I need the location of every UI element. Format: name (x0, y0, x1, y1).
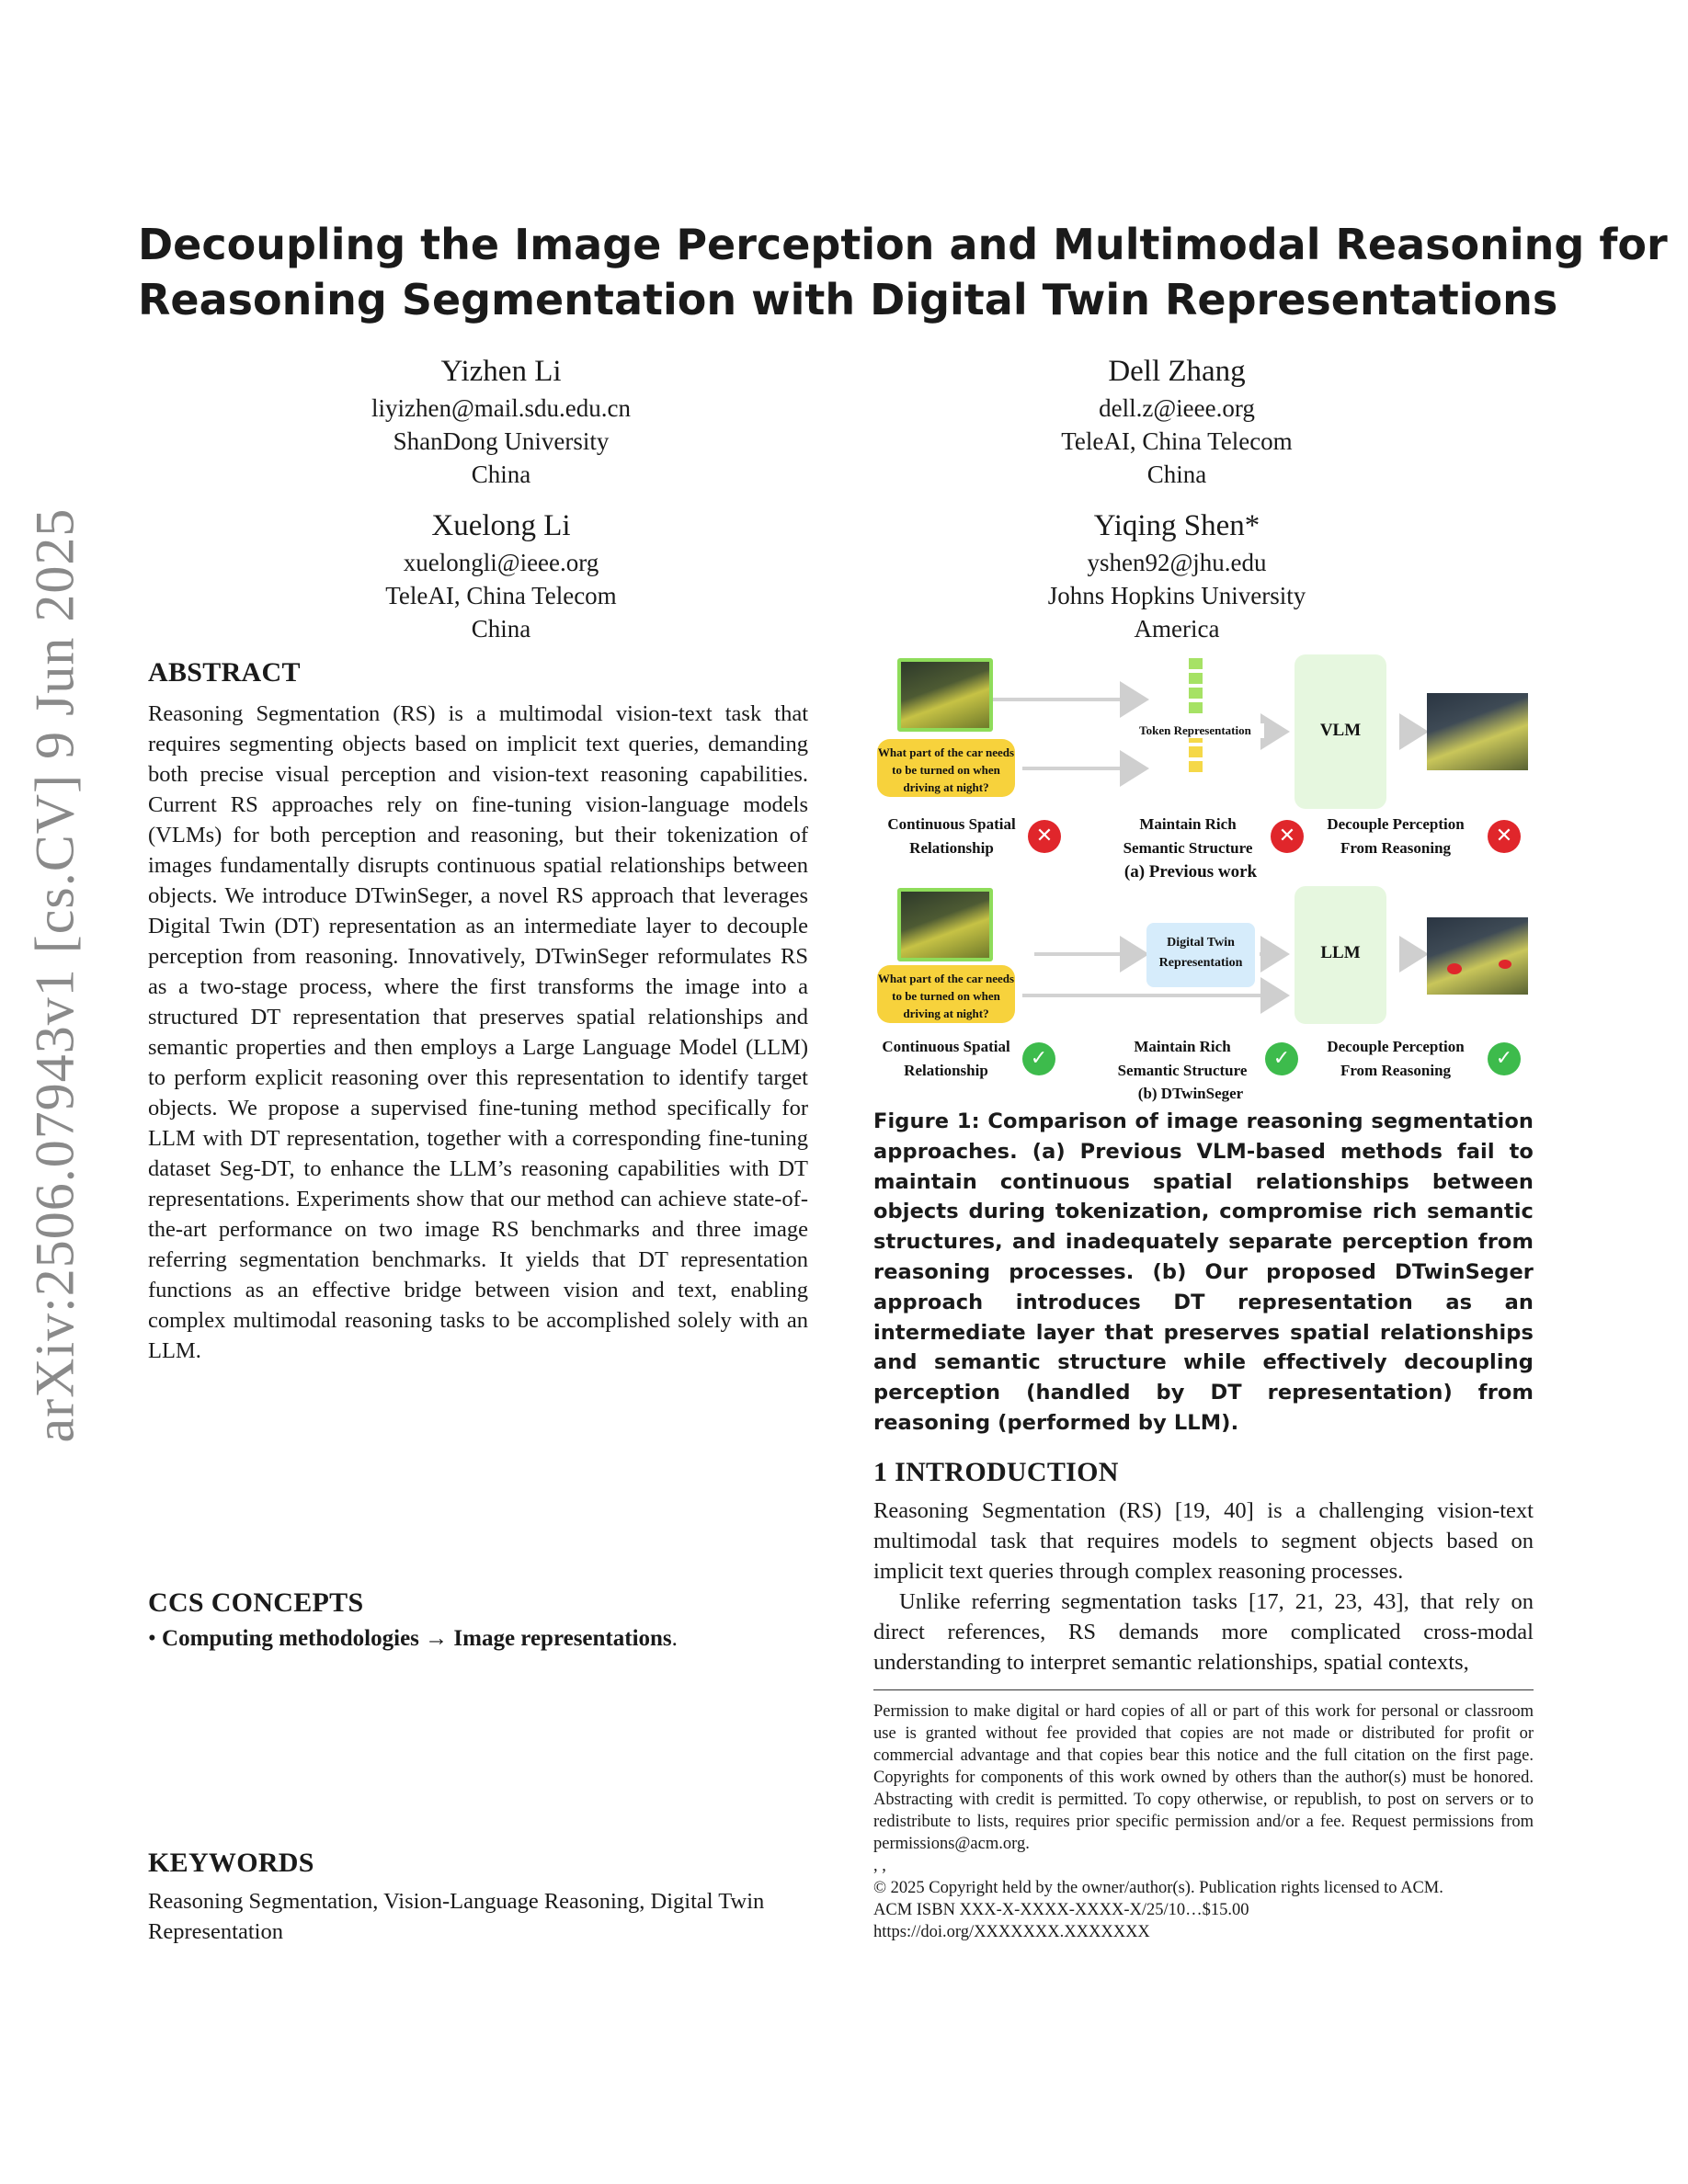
check-icon: ✓ (1022, 1042, 1055, 1075)
permission-footnote (873, 1701, 1534, 1943)
criterion-decouple: Decouple Perception From Reasoning (1327, 815, 1465, 857)
input-car-image (897, 658, 993, 732)
token-yellow (1189, 746, 1203, 757)
permission-text: Permission to make digital or hard copies of all or part of this work for personal or classroom use is granted without fee provided that copies are not made or distributed for profit or commercial advantage and that copies bear this notice and the full citation on the first page. Copyrights for components of this work owned by others than the author(s) must be honored. Abstracting with credit is permitted. To copy otherwise, or republish, to post on servers or to redistribute to lists, requires prior specific permission and/or a fee. Request permissions from permissions@acm.org. (873, 1702, 1534, 1853)
author-affiliation: TeleAI, China Telecom (385, 582, 617, 609)
abstract-paragraph: Reasoning Segmentation (RS) is a multimodal vision-text task that requires segmenting objects based on implicit text queries, demanding both precise visual perception and vision-text reasoning capabilities. Current RS approaches rely on fine-tuning vision-language models (VLMs) for both perception and reasoning, but their tokenization of images fundamentally disrupts continuous spatial relationships between objects. We introduce DTwinSeger, a novel RS approach that leverages Digital Twin (DT) representation as an intermediate layer to decouple perception from reasoning. Innovatively, DTwinSeger reformulates RS as a two-stage process, where the first transforms the image into a structured DT representation that preserves spatial relationships and semantic properties and then employs a Large Language Model (LLM) to perform explicit reasoning over this representation to identify target objects. We propose a supervised fine-tuning method specifically for LLM with DT representation, together with a corresponding fine-tuning dataset Seg-DT, to enhance the LLM’s reasoning capabilities with DT representations. Experiments show that our method can achieve state-of-the-art performance on two image RS benchmarks and three image referring segmentation benchmarks. It yields that DT representation functions as an effective bridge between vision and text, enabling complex multimodal reasoning tasks to be accomplished solely with an LLM. (148, 701, 808, 1363)
author-affiliation: TeleAI, China Telecom (1061, 427, 1293, 455)
author-name: Dell Zhang (1108, 355, 1246, 388)
check-icon: ✓ (1265, 1042, 1298, 1075)
arxiv-identifier: arXiv:2506.07943v1 [cs.CV] 9 Jun 2025 (24, 507, 86, 1443)
title-line: Decoupling the Image Perception and Multimodal Reasoning for (138, 220, 1668, 269)
token-green (1189, 702, 1203, 713)
footnote-rule (873, 1689, 1534, 1690)
author-email: liyizhen@mail.sdu.edu.cn (371, 394, 632, 422)
author-block (271, 506, 731, 645)
output-car-image (1427, 693, 1528, 770)
author-name: Xuelong Li (431, 509, 571, 542)
cross-icon: ✕ (1488, 820, 1521, 853)
token-green (1189, 658, 1203, 669)
author-block (947, 506, 1407, 645)
keywords-heading: KEYWORDS (148, 1848, 314, 1878)
token-green (1189, 688, 1203, 699)
token-yellow (1189, 761, 1203, 772)
abstract-text (148, 699, 808, 1366)
author-country: America (1134, 615, 1220, 643)
author-affiliation: ShanDong University (393, 427, 610, 455)
output-car-image (1427, 917, 1528, 995)
input-car-image (897, 888, 993, 961)
author-email: xuelongli@ieee.org (403, 549, 599, 576)
figure-1 (873, 651, 1545, 1110)
query-bubble: What part of the car needs to be turned on when driving at night? (877, 739, 1015, 797)
segmented-headlight (1499, 960, 1511, 969)
author-name: Yiqing Shen* (1093, 509, 1260, 542)
ccs-subconcept: Image representations (453, 1626, 672, 1651)
criterion-semantic: Maintain Rich Semantic Structure (1117, 1038, 1248, 1079)
author-affiliation: Johns Hopkins University (1047, 582, 1306, 609)
check-icon: ✓ (1488, 1042, 1521, 1075)
criterion-spatial: Continuous Spatial Relationship (887, 815, 1016, 857)
vlm-label: VLM (1319, 721, 1362, 740)
dt-label: Digital Twin Representation (1158, 936, 1243, 970)
author-country: China (1146, 461, 1207, 488)
query-bubble: What part of the car needs to be turned on when driving at night? (877, 965, 1015, 1023)
abstract-heading: ABSTRACT (148, 657, 301, 688)
ccs-arrow: → (425, 1626, 449, 1651)
introduction-heading: 1 INTRODUCTION (873, 1457, 1119, 1487)
cross-icon: ✕ (1271, 820, 1304, 853)
ccs-concept-line (148, 1623, 678, 1654)
isbn-line: ACM ISBN XXX-X-XXXX-XXXX-X/25/10…$15.00 (873, 1901, 1249, 1919)
llm-label: LLM (1320, 943, 1361, 962)
author-block (947, 351, 1407, 491)
panel-a-label: (a) Previous work (1123, 862, 1258, 882)
ccs-period: . (671, 1626, 678, 1651)
title-line: Reasoning Segmentation with Digital Twin Representations (138, 275, 1558, 324)
criterion-decouple: Decouple Perception From Reasoning (1327, 1038, 1465, 1079)
ccs-bullet: • (148, 1626, 156, 1651)
paper-title (138, 217, 1668, 327)
ccs-heading: CCS CONCEPTS (148, 1587, 364, 1618)
conference-line: , , (873, 1857, 886, 1875)
author-name: Yizhen Li (440, 355, 562, 388)
doi-link[interactable]: https://doi.org/XXXXXXX.XXXXXXX (873, 1923, 1150, 1941)
copyright-line: © 2025 Copyright held by the owner/author(s). Publication rights licensed to ACM. (873, 1879, 1443, 1897)
introduction-paragraph: Unlike referring segmentation tasks [17, 21, 23, 43], that rely on direct references, RS demands more complicated cross-modal understanding to interpret semantic relationships, spatial contexts, (873, 1589, 1534, 1675)
author-email: dell.z@ieee.org (1099, 394, 1255, 422)
author-block (271, 351, 731, 491)
introduction-text (873, 1496, 1534, 1678)
ccs-concept: Computing methodologies (162, 1626, 419, 1651)
segmented-headlight (1447, 963, 1462, 974)
criterion-semantic: Maintain Rich Semantic Structure (1123, 815, 1253, 857)
author-country: China (471, 615, 531, 643)
token-stack (1189, 658, 1203, 767)
keywords-text: Reasoning Segmentation, Vision-Language Reasoning, Digital Twin Representation (148, 1889, 765, 1944)
author-email: yshen92@jhu.edu (1087, 549, 1267, 576)
author-country: China (471, 461, 531, 488)
introduction-paragraph: Reasoning Segmentation (RS) [19, 40] is a challenging vision-text multimodal task that requires models to segment objects based on implicit text queries through complex reasoning processes. (873, 1498, 1534, 1584)
figure-caption: Figure 1: Comparison of image reasoning segmentation approaches. (a) Previous VLM-based methods fail to maintain continuous spatial relationships between objects during tokenization, compromise rich semantic structures, and inadequately separate perception from reasoning processes. (b) Our proposed DTwinSeger approach introduces DT representation as an intermediate layer that preserves spatial relationships and semantic structure while effectively decoupling perception (handled by DT representation) from reasoning (performed by LLM). (873, 1109, 1534, 1435)
token-representation-label: Token Representation (1126, 723, 1264, 738)
cross-icon: ✕ (1028, 820, 1061, 853)
token-green (1189, 673, 1203, 684)
criterion-spatial: Continuous Spatial Relationship (882, 1038, 1010, 1079)
panel-b-label: (b) DTwinSeger (1137, 1085, 1244, 1102)
